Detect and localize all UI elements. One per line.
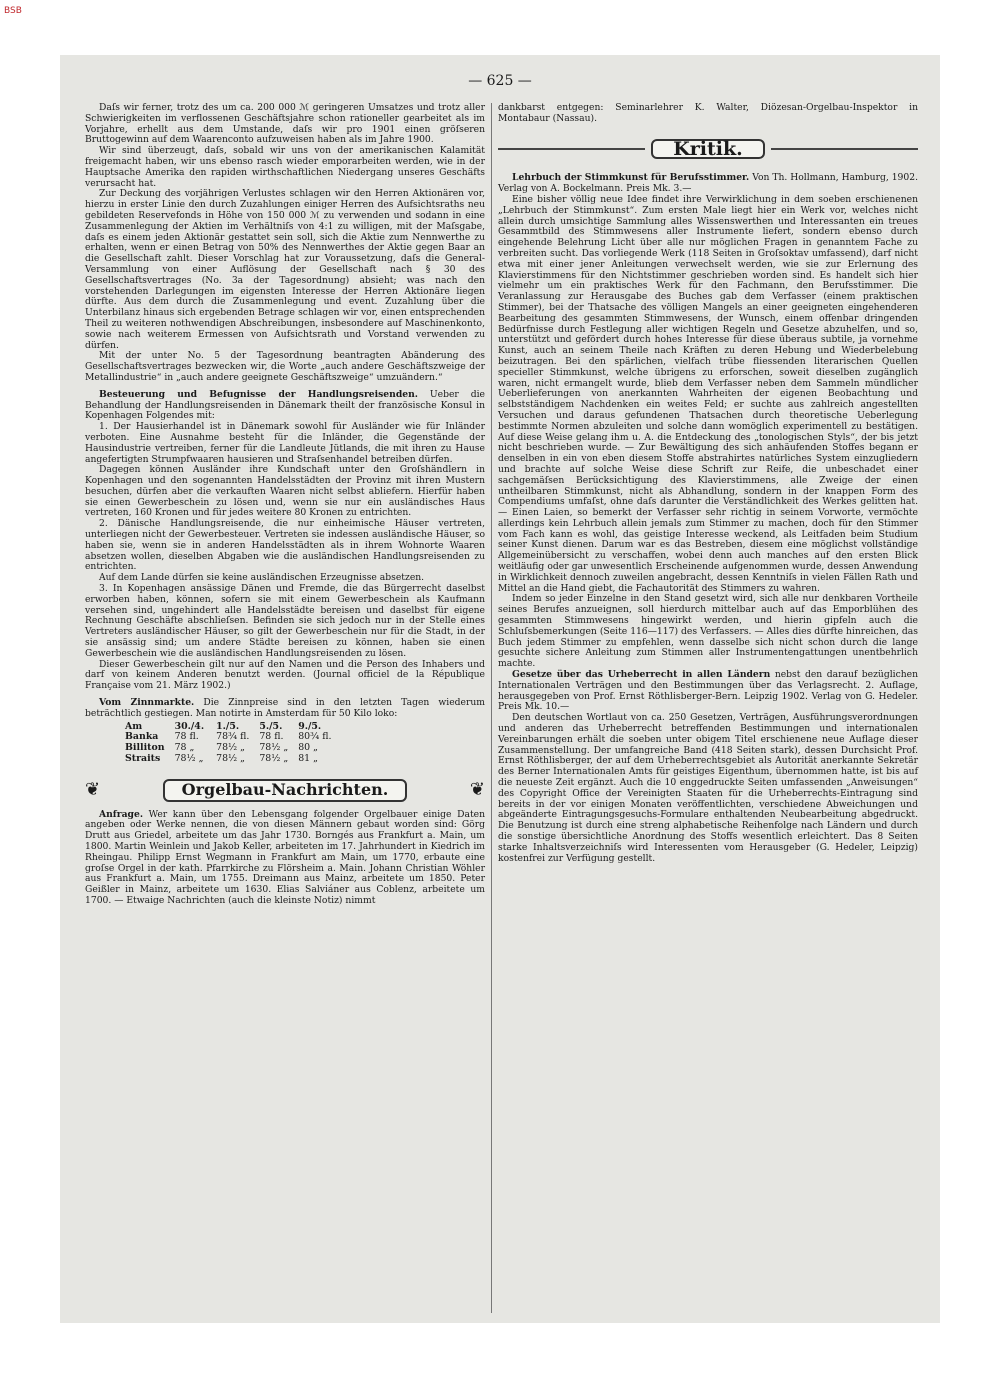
tin-price-table xyxy=(125,722,341,765)
paragraph: Mit der unter No. 5 der Tagesordnung beantragten Abänderung des Gesellschaftsvertrages bezwecken wir, die Worte „auch andere Geschäftszweige der Metallindustrie“ in „auch andere geeignete Geschäftszweige“ umzuändern.“ xyxy=(85,350,485,383)
orgel-heading-ornament xyxy=(85,771,485,810)
page-number: — 625 — xyxy=(468,73,532,89)
table-cell: 78 fl. xyxy=(174,731,199,743)
paragraph-with-heading xyxy=(498,670,918,713)
table-cell: 78½ „ xyxy=(216,742,245,754)
paragraph-with-heading xyxy=(85,810,485,907)
section-heading: Anfrage. xyxy=(99,808,144,820)
right-column xyxy=(498,103,918,864)
paragraph: Indem so jeder Einzelne in den Stand gesetzt wird, sich alle nur denkbaren Vortheile seines Berufes anzueignen, soll hierdurch mittelbar auch auf das Emporblühen des gesammten Stimmwesens hingewirkt werden, und hierin gipfeln auch die Schluſsbemerkungen (Seite 116—117) des Verfassers. — Alles dies dürfte hinreichen, das Buch jedem Stimmer zu empfehlen, wenn dasselbe sich nicht schon durch die lange gesuchte sichere Anleitung zum Stimmen aller Instrumentengattungen unentbehrlich machte. xyxy=(498,593,918,670)
section-banner-kritik: Kritik. xyxy=(651,139,765,160)
table-cell: Straits xyxy=(125,753,161,765)
paragraph-text: Von Th. Hollmann, Hamburg, 1902. Verlag von A. Bockelmann. Preis Mk. 3.— xyxy=(498,172,918,195)
ornament-line xyxy=(771,148,918,150)
table-cell: Billiton xyxy=(125,742,165,754)
ornament-icon: ❦ xyxy=(469,778,485,800)
paragraph: Auf dem Lande dürfen sie keine ausländischen Erzeugnisse absetzen. xyxy=(99,572,425,584)
ornament-line xyxy=(498,148,645,150)
table-cell: 78½ „ xyxy=(259,742,289,754)
paragraph: 2. Dänische Handlungsreisende, die nur einheimische Häuser vertreten, unterliegen nicht der Gewerbesteuer. Vertreten sie indessen ausländische Häuser, so haben sie, wenn sie in anderen Handelsstädten als in ihrem Wohnorte Waaren absetzen wollen, dieselben Abgaben wie die ausländischen Handlungsreisenden zu entrichten. xyxy=(85,518,485,573)
paragraph-with-heading xyxy=(85,698,485,720)
paragraph-text: Wer kann über den Lebensgang folgender Orgelbauer einige Daten angeben oder Werke nennen, die von diesen Männern gebaut worden sind: Görg Drutt aus Griedel, arbeitete um das Jahr 1730. Borngés aus Frankfurt a. Main, um 1800. Martin Weinlein und Jakob Keller, arbeiteten im 17. Jahrhundert in Kiedrich im Rheingau. Philipp Ernst Wegmann in Frankfurt am Main, um 1770, erbaute eine groſse Orgel in der kath. Pfarrkirche zu Flörsheim a. Main. Johann Christian Wöhler aus Frankfurt a. Main, um 1755. Dreimann aus Mainz, arbeitete um 1850. Peter Geißler in Mainz, arbeitete um 1630. Elias Salviáner aus Coblenz, arbeitete um 1700. — Etwaige Nachrichten (auch die kleinste Notiz) nimmt xyxy=(85,808,485,906)
table-header-cell: 5./5. xyxy=(259,720,283,732)
paragraph-text: nebst den darauf bezüglichen Internationalen Verträgen und den Bestimmungen über das Verlagsrecht. 2. Auflage, herausgegeben von Prof. Ernst Röthlisberger-Bern. Leipzig 1902. Verlag von G. Hedeler. Preis Mk. 10.— xyxy=(498,669,919,713)
table-header-cell: 1./5. xyxy=(216,720,240,732)
table-row xyxy=(125,754,341,765)
table-cell: 78½ „ xyxy=(216,753,245,765)
table-cell: 78 „ xyxy=(174,742,195,754)
paragraph: Dagegen können Ausländer ihre Kundschaft unter den Groſshändlern in Kopenhagen und den sogenannten Handelsstädten der Provinz mit ihren Mustern besuchen, dürfen aber die verkauften Waaren nicht selbst abliefern. Hierfür haben sie einen Gewerbeschein zu lösen und, wenn sie nur ein ausländisches Haus vertreten, 160 Kronen und für jedes weitere 80 Kronen zu entrichten. xyxy=(85,464,485,519)
section-heading: Besteuerung und Befugnisse der Handlungsreisenden. xyxy=(99,388,418,400)
table-cell: Banka xyxy=(125,731,159,743)
table-cell: 80¾ fl. xyxy=(298,731,332,743)
paragraph-with-heading xyxy=(85,390,485,422)
paragraph: Wir sind überzeugt, daſs, sobald wir uns von der amerikanischen Kalamität freigemacht haben, wir uns ebenso rasch wieder emporarbeiten werden, wie in der Hauptsache Amerika den rapiden wirthschaftlichen Niedergang unseres Geschäfts verursacht hat. xyxy=(85,145,485,189)
left-column xyxy=(85,103,485,907)
table-header-cell: 30./4. xyxy=(174,720,205,732)
paragraph: dankbarst entgegen: Seminarlehrer K. Walter, Diözesan-Orgelbau-Inspektor in Montabaur (Nassau). xyxy=(498,102,918,124)
table-cell: 78¾ fl. xyxy=(216,731,250,743)
table-cell: 80 „ xyxy=(298,742,318,754)
column-divider xyxy=(491,103,492,1313)
section-heading: Vom Zinnmarkte. xyxy=(99,697,195,709)
table-cell: 78½ „ xyxy=(259,753,289,765)
ornament-icon: ❦ xyxy=(85,778,101,800)
library-stamp: BSB xyxy=(4,6,22,16)
table-cell: 78½ „ xyxy=(174,753,204,765)
paragraph: 1. Der Hausierhandel ist in Dänemark sowohl für Ausländer wie für Inländer verboten. Eine Ausnahme besteht für die Inländer, die Gegenstände der Hausindustrie vertreiben, ferner für die Landleute Jütlands, die mit ihren zu Hause angefertigten Strumpfwaaren hausieren und Straſsenhandel betreiben dürfen. xyxy=(85,421,485,465)
paragraph: Den deutschen Wortlaut von ca. 250 Gesetzen, Verträgen, Ausführungsverordnungen und anderen das Urheberrecht betreffenden Bestimmungen und internationalen Vereinbarungen erhält die soeben unter obigem Titel erschienene neue Auflage dieser Zusammenstellung. Der umfangreiche Band (418 Seiten stark), dessen Durchsicht Prof. Ernst Röthlisberger, der auf dem Urheberrechtsgebiet als Autorität anerkannte Sekretär des Berner Internationalen Amts für geistiges Eigenthum, übernommen hatte, ist bis auf die neueste Zeit ergänzt. Auch die 10 enggedruckte Seiten umfassenden „Anweisungen“ des Copyright Office der Vereinigten Staaten für die Urheberrechts-Eintragung sind bereits in der vor einigen Monaten veröffentlichten, verschiedene Abweichungen und abgeänderte Eintragungsgesuchs-Formulare enthaltenden Neubearbeitung abgedruckt. Die Benutzung ist durch eine streng alphabetische Reihenfolge nach Ländern und durch die sonstige übersichtliche Anordnung des Stoffs wesentlich erleichtert. Das 8 Seiten starke Inhaltsverzeichniſs wird Interessenten vom Herausgeber (G. Hedeler, Leipzig) kostenfrei zur Verfügung gestellt. xyxy=(498,712,918,864)
scanned-page xyxy=(60,55,940,1323)
paragraph: 3. In Kopenhagen ansässige Dänen und Fremde, die das Bürgerrecht daselbst erworben haben, können, sofern sie mit einem Gewerbeschein als Kaufmann versehen sind, ungehindert alle Handelsstädte bereisen und daselbst für eigene Rechnung Geschäfte abschlieſsen. Befinden sie sich jedoch nur in der Stelle eines Vertreters ausländischer Häuser, so gilt der Gewerbeschein nur für die Stadt, in der sie ansässig sind; um andere Städte bereisen zu können, haben sie einen Gewerbeschein wie die ausländischen Handlungsreisenden zu lösen. xyxy=(85,583,485,659)
paragraph: Dieser Gewerbeschein gilt nur auf den Namen und die Person des Inhabers und darf von keinem Anderen benutzt werden. (Journal officiel de la République Française vom 21. März 1902.) xyxy=(85,658,485,692)
section-heading: Lehrbuch der Stimmkunst für Berufsstimmer. xyxy=(512,172,750,184)
table-cell: 81 „ xyxy=(298,753,318,765)
paragraph: Zur Deckung des vorjährigen Verlustes schlagen wir den Herren Aktionären vor, hierzu in erster Linie den durch Zuzahlungen einiger Herren des Aufsichtsraths neu gebildeten Reservefonds in Höhe von 150 000 ℳ zu verwenden und sodann in eine Zusammenlegung der Aktien im Verhältniſs von 4:1 zu willigen, mit der Maſsgabe, daſs es einem jeden Aktionär gestattet sein soll, sich die Aktie zum Nennwerthe zu erhalten, wenn er einen Betrag von 50% des Nennwerthes der Aktie gegen Baar an die Gesellschaft zahlt. Dieser Vorschlag hat zur Voraussetzung, daſs die General-Versammlung von einer Auflösung der Gesellschaft nach § 30 des Gesellschaftsvertrages (No. 3a der Tagesordnung) absieht; was nach den vorstehenden Darlegungen im eigensten Interesse der Herren Aktionäre liegen dürfte. Aus dem durch die Zusammenlegung und event. Zuzahlung über die Unterbilanz hinaus sich ergebenden Betrage schlagen wir vor, einen entsprechenden Theil zu weiteren nothwendigen Abschreibungen, insbesondere auf Maschinenkonto, sowie nach weiterem Ermessen von Aufsichtsrath und Vorstand verwenden zu dürfen. xyxy=(85,188,485,351)
paragraph: Daſs wir ferner, trotz des um ca. 200 000 ℳ geringeren Umsatzes und trotz aller Schwierigkeiten im verflossenen Geschäftsjahre schon rationeller gearbeitet als im Vorjahre, erhellt aus dem Umstande, daſs wir pro 1901 einen gröſseren Bruttogewinn auf dem Waarenconto aufzuweisen haben als im Jahre 1900. xyxy=(85,102,485,146)
table-header-cell: 9./5. xyxy=(298,720,322,732)
section-heading: Gesetze über das Urheberrecht in allen Ländern xyxy=(512,669,771,681)
paragraph-text: Ueber die Behandlung der Handlungsreisenden in Dänemark theilt der französische Konsul in Kopenhagen Folgendes mit: xyxy=(85,388,485,422)
table-header-cell: Am xyxy=(125,720,143,732)
table-cell: 78 fl. xyxy=(259,731,284,743)
paragraph-with-heading xyxy=(498,173,918,195)
paragraph: Eine bisher völlig neue Idee findet ihre Verwirklichung in dem soeben erschienenen „Lehrbuch der Stimmkunst“. Zum ersten Male liegt hier ein Werk vor, welches nicht allein durch umsichtige Sammlung alles Wissenswerthen und Interessanten ein treues Gesammtbild des Stimmwesens aller Instrumente liefert, sondern ebenso durch eingehende Belehrung Licht über alle nur möglichen Fragen in genanntem Fache zu verbreiten sucht. Das vorliegende Werk (118 Seiten in Groſsoktav umfassend), darf nicht etwa mit einer jener Anleitungen verwechselt werden, wie sie zur Erlernung des Klavierstimmens für den Nichtstimmer geschrieben worden sind. Es handelt sich hier vielmehr um ein praktisches Werk für den Fachmann, den Berufsstimmer. Die Veranlassung zur Herausgabe des Buches gab dem Verfasser (einem praktischen Stimmer), bei der Thatsache des völligen Mangels an einer geeigneten eingehenderen Bearbeitung des gesammten Stimmwesens, der Wunsch, einem offenbar dringenden Bedürfnisse durch Festlegung aller wichtigen Regeln und Gesetze abzuhelfen, und so, unterstützt und gefördert durch hohes Interesse für diese überaus subtile, ja vornehme Kunst, auch an seinem Theile nach Kräften zu deren Hebung und Wiederbelebung beizutragen. Bei den spärlichen, vielfach trübe fliessenden literarischen Quellen specieller Stimmkunst, welche übrigens zu erforschen, soweit dieselben zugänglich waren, nicht ermangelt wurde, blieb dem Verfasser neben dem Sammeln mündlicher Ueberlieferungen von anerkannten Wahrheiten der eigenen Beobachtung und selbstständigem Nachdenken ein weites Feld; er suchte aus zahlreich angestellten Versuchen und daraus gefundenen Thatsachen durch theoretische Ueberlegung bestimmte Normen abzuleiten und solche dann womöglich experimentell zu bestätigen. Auf diese Weise gelang ihm u. A. die Entdeckung des „tonologischen Styls“, der bis jetzt nicht beschrieben wurde. — Zur Bewältigung des sich anhäufenden Stoffes begann er denselben in ein von eben diesem Stoffe abstrahirtes natürliches System einzugliedern und brachte auf solche Weise diese Schrift zur Reife, die unbeschadet einer sachgemäſsen Berücksichtigung des Klavierstimmens, alle Zweige der einen untheilbaren Stimmkunst, nicht als Abhandlung, sondern in der knappen Form des Compendiums umfaſst, ohne daſs darunter die Verständlichkeit des Werkes gelitten hat. — Einen Laien, so bemerkt der Verfasser sehr richtig in seinem Vorworte, vermöchte allerdings kein Lehrbuch allein jemals zum Stimmer zu machen, doch für den Stimmer vom Fach kann es wohl, das geistige Interesse weckend, als Leitfaden beim Studium seiner Kunst dienen. Darum war es das Bestreben, diesem eine möglichst vollständige Allgemeinübersicht zu verschaffen, wobei denn auch manches auf den ersten Blick weitläufig oder gar unwesentlich Erscheinende aufgenommen wurde, dessen Anwendung in Wirklichkeit dennoch zuweilen angebracht, dessen Kenntniſs in vielen Fällen Rath und Mittel an die Hand giebt, die Fachautorität des Stimmers zu wahren. xyxy=(498,193,918,594)
paragraph-text: Die Zinnpreise sind in den letzten Tagen wiederum beträchtlich gestiegen. Man notirte in Amsterdam für 50 Kilo loko: xyxy=(85,697,485,719)
kritik-heading-ornament xyxy=(498,131,918,168)
section-banner-orgelbau: Orgelbau-Nachrichten. xyxy=(163,779,407,802)
